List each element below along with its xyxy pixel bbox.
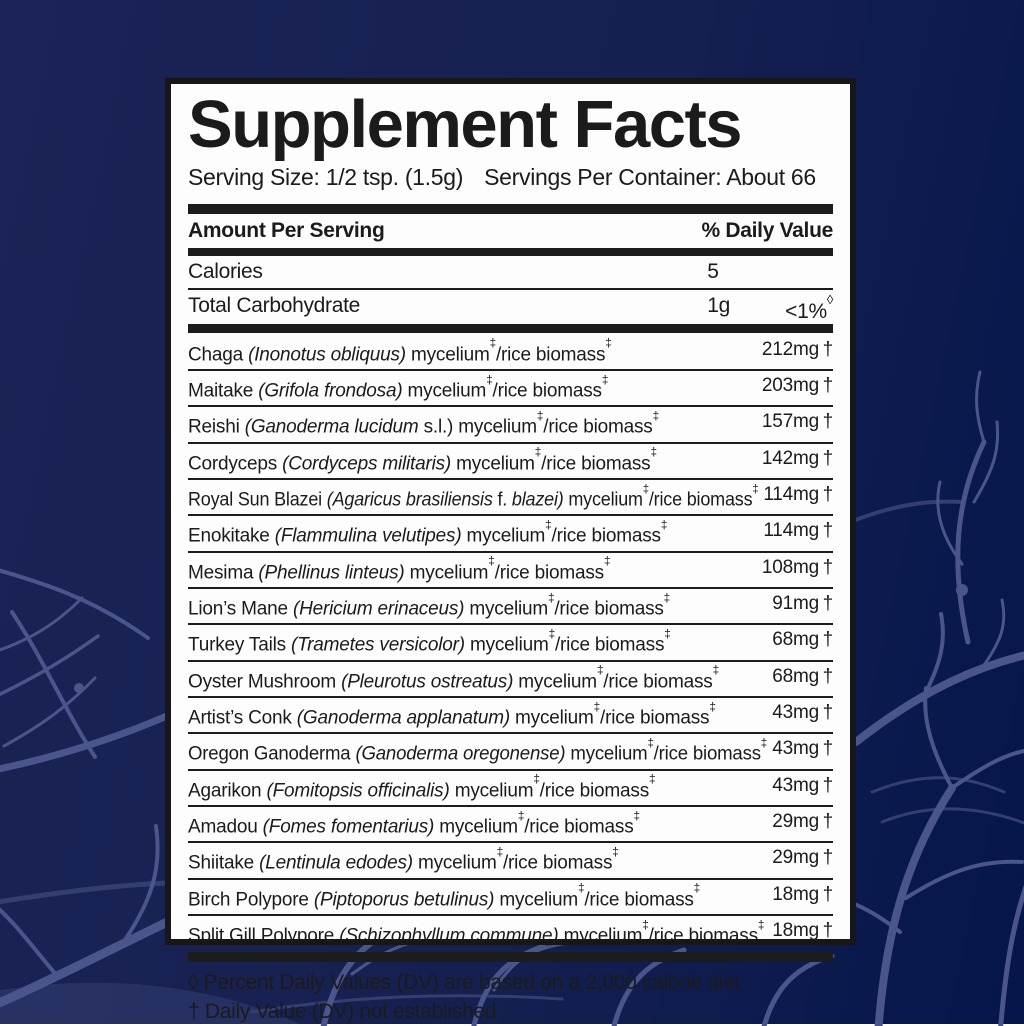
ingredient-amount: 142mg † — [761, 447, 833, 469]
double-dagger-symbol: ‡ — [486, 373, 493, 387]
ingredient-name-part: (Pleurotus ostreatus) — [341, 670, 514, 692]
double-dagger-symbol: ‡ — [517, 809, 525, 823]
ingredient-name — [188, 374, 608, 402]
ingredient-amount: 68mg † — [772, 629, 833, 651]
double-dagger-symbol: ‡ — [593, 700, 601, 714]
ingredient-name-part: (Fomitopsis officinalis) — [266, 779, 450, 801]
ingredient-amount: 29mg † — [772, 810, 833, 832]
ingredient-name — [188, 701, 716, 729]
ingredient-name-part: Royal Sun Blazei — [188, 489, 327, 511]
ingredient-tail-text: /rice biomass — [600, 707, 710, 729]
ingredient-tail-text: /rice biomass — [543, 416, 653, 438]
ingredient-tail-text: /rice biomass — [551, 525, 661, 547]
ingredient-tail-text: mycelium — [402, 380, 487, 402]
footnote-symbol: † — [188, 1000, 200, 1024]
nutrient-row — [188, 256, 833, 288]
footnote — [188, 997, 833, 1026]
ingredient-tail-text: mycelium — [404, 561, 489, 583]
ingredient-name — [188, 810, 640, 838]
ingredient-tail-text: /rice biomass — [502, 852, 613, 874]
ingredient-row — [188, 914, 833, 950]
ingredient-name — [188, 737, 767, 765]
ingredient-name-part: Amadou — [188, 816, 263, 838]
daily-value-header: % Daily Value — [701, 218, 833, 242]
double-dagger-symbol: ‡ — [548, 591, 555, 605]
ingredient-row — [188, 841, 833, 877]
amount-per-serving-header: Amount Per Serving — [188, 218, 385, 242]
ingredient-name — [188, 846, 619, 874]
ingredient-amount: 18mg † — [772, 883, 833, 905]
ingredient-name-part: blazei) — [511, 489, 564, 511]
double-dagger-symbol: ‡ — [709, 700, 716, 714]
footnote-text: Percent Daily Values (DV) are based on a 2,000 calorie diet — [198, 971, 740, 995]
ingredient-name-part: (Ganoderma applanatum) — [296, 707, 510, 729]
column-header-row — [188, 214, 833, 248]
ingredient-tail-text: mycelium — [565, 743, 648, 765]
ingredient-tail-text: /rice biomass — [554, 634, 665, 656]
double-dagger-symbol: ‡ — [757, 918, 765, 932]
nutrient-name: Calories — [188, 259, 263, 283]
ingredient-name-part: (Phellinus linteus) — [258, 561, 405, 583]
double-dagger-symbol: ‡ — [603, 555, 611, 569]
ingredient-row — [188, 623, 833, 659]
double-dagger-symbol: ‡ — [642, 918, 649, 932]
ingredient-tail-text: /rice biomass — [554, 598, 664, 620]
ingredient-name-part: (Hericium erinaceus) — [293, 598, 465, 620]
ingredient-row — [188, 587, 833, 623]
double-dagger-symbol: ‡ — [660, 518, 668, 532]
double-dagger-symbol: ‡ — [652, 410, 659, 423]
ingredient-section — [188, 335, 833, 951]
double-dagger-symbol: ‡ — [752, 482, 759, 496]
double-dagger-symbol: ‡ — [760, 736, 768, 750]
ingredient-tail-text: mycelium — [412, 852, 497, 874]
double-dagger-symbol: ‡ — [663, 591, 671, 605]
ingredient-tail-text: /rice biomass — [492, 380, 602, 402]
ingredient-tail-text: mycelium — [494, 888, 578, 910]
ingredient-tail-text: mycelium — [509, 707, 594, 729]
ingredient-tail-text: mycelium — [451, 452, 535, 474]
ingredient-amount: 108mg † — [761, 556, 833, 578]
ingredient-tail-text: /rice biomass — [495, 343, 606, 365]
ingredient-name — [188, 919, 764, 947]
double-dagger-symbol: ‡ — [578, 882, 585, 896]
ingredient-row — [188, 514, 833, 550]
ingredient-name-part: (Ganoderma lucidum — [244, 416, 419, 438]
footnote-text: Daily Value (DV) not established — [199, 1000, 497, 1024]
double-dagger-symbol: ‡ — [642, 482, 649, 496]
ingredient-amount: 43mg † — [772, 701, 833, 723]
ingredient-name-part: Mesima — [188, 561, 259, 583]
double-dagger-symbol: ‡ — [647, 736, 654, 750]
ingredient-row — [188, 551, 833, 587]
divider-below-header — [188, 248, 833, 256]
ingredient-name-part: Agarikon — [188, 779, 267, 801]
ingredient-tail-text: /rice biomass — [584, 888, 694, 910]
panel-title: Supplement Facts — [188, 87, 742, 162]
footnote — [188, 968, 833, 997]
ingredient-name — [188, 410, 659, 438]
divider-below-nutrients — [188, 324, 833, 333]
double-dagger-symbol: ‡ — [533, 773, 540, 787]
diamond-symbol: ◊ — [826, 291, 833, 307]
ingredient-tail-text: /rice biomass — [494, 561, 604, 583]
ingredient-row — [188, 478, 833, 514]
nutrient-amount: 5 — [707, 259, 719, 283]
ingredient-amount: 18mg † — [772, 919, 833, 941]
ingredient-name — [188, 628, 671, 656]
double-dagger-symbol: ‡ — [545, 518, 552, 532]
ingredient-row — [188, 732, 833, 768]
ingredient-name-part: (Piptoporus betulinus) — [313, 888, 495, 910]
ingredient-tail-text: mycelium — [558, 925, 643, 947]
double-dagger-symbol: ‡ — [548, 627, 555, 641]
ingredient-name-part: (Ganoderma oregonense) — [355, 743, 566, 765]
ingredient-row — [188, 805, 833, 841]
ingredient-amount: 43mg † — [772, 774, 833, 796]
ingredient-row — [188, 335, 833, 369]
ingredient-amount: 157mg † — [761, 411, 833, 433]
ingredient-tail-text: /rice biomass — [603, 670, 713, 692]
double-dagger-symbol: ‡ — [534, 446, 542, 460]
divider-below-ingredients — [188, 952, 833, 962]
ingredient-tail-text: mycelium — [434, 816, 518, 838]
double-dagger-symbol: ‡ — [664, 627, 671, 641]
double-dagger-symbol: ‡ — [601, 373, 609, 387]
nutrient-name: Total Carbohydrate — [188, 293, 361, 317]
ingredient-tail-text: mycelium — [513, 670, 597, 692]
footnote-symbol: ◊ — [188, 971, 199, 995]
ingredient-tail-text: /rice biomass — [648, 925, 758, 947]
ingredient-tail-text: mycelium — [563, 489, 643, 511]
double-dagger-symbol: ‡ — [650, 446, 657, 460]
nutrient-section — [188, 256, 833, 322]
ingredient-name — [188, 483, 758, 511]
ingredient-name-part: Reishi — [188, 416, 245, 438]
ingredient-tail-text: mycelium — [405, 343, 490, 365]
ingredient-name-part: (Flammulina velutipes) — [274, 525, 462, 547]
ingredient-name — [188, 556, 610, 584]
ingredient-tail-text: mycelium — [464, 634, 549, 656]
ingredient-name-part: Split Gill Polypore — [188, 925, 340, 947]
footnotes — [188, 968, 833, 1026]
ingredient-name — [188, 774, 655, 802]
nutrient-amount: 1g — [707, 293, 730, 317]
double-dagger-symbol: ‡ — [536, 410, 544, 423]
supplement-facts-label — [165, 78, 856, 1024]
ingredient-name-part: s.l.) — [418, 416, 454, 438]
ingredient-tail-text: /rice biomass — [541, 452, 651, 474]
double-dagger-symbol: ‡ — [489, 337, 496, 351]
ingredient-name-part: (Agaricus brasiliensis — [326, 489, 493, 511]
nutrient-row — [188, 288, 833, 322]
ingredient-name — [188, 338, 612, 366]
ingredient-amount: 43mg † — [772, 738, 833, 760]
ingredient-name-part: Oregon Ganoderma — [188, 743, 356, 765]
ingredient-tail-text: mycelium — [464, 598, 548, 620]
ingredient-name-part: (Fomes fomentarius) — [262, 816, 435, 838]
ingredient-amount: 114mg † — [763, 520, 833, 542]
ingredient-name-part: Oyster Mushroom — [188, 670, 342, 692]
double-dagger-symbol: ‡ — [633, 809, 640, 823]
ingredient-amount: 29mg † — [772, 847, 833, 869]
serving-info — [188, 163, 833, 192]
ingredient-name-part: (Inonotus obliquus) — [248, 343, 406, 365]
ingredient-name-part: Turkey Tails — [188, 634, 291, 656]
ingredient-name — [188, 519, 667, 547]
ingredient-amount: 212mg † — [761, 338, 833, 360]
ingredient-row — [188, 660, 833, 696]
ingredient-name — [188, 447, 657, 475]
nutrient-daily-value: <1%◊ — [785, 291, 833, 323]
double-dagger-symbol: ‡ — [612, 845, 619, 859]
serving-size: Serving Size: 1/2 tsp. (1.5g) — [188, 163, 464, 190]
ingredient-name-part: Lion’s Mane — [188, 598, 293, 620]
ingredient-name-part: (Trametes versicolor) — [291, 634, 465, 656]
ingredient-name-part: Enokitake — [188, 525, 275, 547]
ingredient-row — [188, 442, 833, 478]
ingredient-name-part: (Grifola frondosa) — [258, 380, 403, 402]
ingredient-name-part: f. — [492, 489, 512, 511]
double-dagger-symbol: ‡ — [649, 773, 656, 787]
ingredient-name-part: (Schizophyllum commune) — [339, 925, 559, 947]
double-dagger-symbol: ‡ — [488, 555, 495, 569]
ingredient-amount: 91mg † — [772, 592, 833, 614]
ingredient-tail-text: /rice biomass — [539, 779, 649, 801]
ingredient-name-part: (Lentinula edodes) — [259, 852, 413, 874]
ingredient-name-part: Birch Polypore — [188, 888, 314, 910]
ingredient-tail-text: mycelium — [461, 525, 546, 547]
ingredient-name — [188, 883, 700, 911]
ingredient-tail-text: /rice biomass — [653, 743, 761, 765]
ingredient-tail-text: mycelium — [453, 416, 537, 438]
thick-divider-top — [188, 204, 833, 214]
double-dagger-symbol: ‡ — [496, 845, 503, 859]
servings-per-container: Servings Per Container: About 66 — [484, 163, 816, 190]
ingredient-tail-text: mycelium — [449, 779, 534, 801]
ingredient-amount: 203mg † — [761, 374, 833, 396]
double-dagger-symbol: ‡ — [693, 882, 701, 896]
ingredient-row — [188, 369, 833, 405]
ingredient-amount: 68mg † — [772, 665, 833, 687]
ingredient-row — [188, 769, 833, 805]
ingredient-row — [188, 405, 833, 441]
double-dagger-symbol: ‡ — [605, 337, 612, 351]
ingredient-name — [188, 592, 670, 620]
ingredient-name-part: Shiitake — [188, 852, 260, 874]
ingredient-name-part: Maitake — [188, 380, 259, 402]
ingredient-name-part: Cordyceps — [188, 452, 283, 474]
ingredient-tail-text: /rice biomass — [524, 816, 634, 838]
ingredient-name-part: (Cordyceps militaris) — [282, 452, 452, 474]
ingredient-row — [188, 878, 833, 914]
ingredient-name-part: Chaga — [188, 343, 249, 365]
ingredient-name — [188, 665, 719, 693]
ingredient-row — [188, 696, 833, 732]
ingredient-amount: 114mg † — [763, 483, 833, 505]
ingredient-tail-text: /rice biomass — [648, 489, 753, 511]
double-dagger-symbol: ‡ — [712, 664, 719, 678]
ingredient-name-part: Artist’s Conk — [188, 707, 297, 729]
double-dagger-symbol: ‡ — [596, 664, 604, 678]
